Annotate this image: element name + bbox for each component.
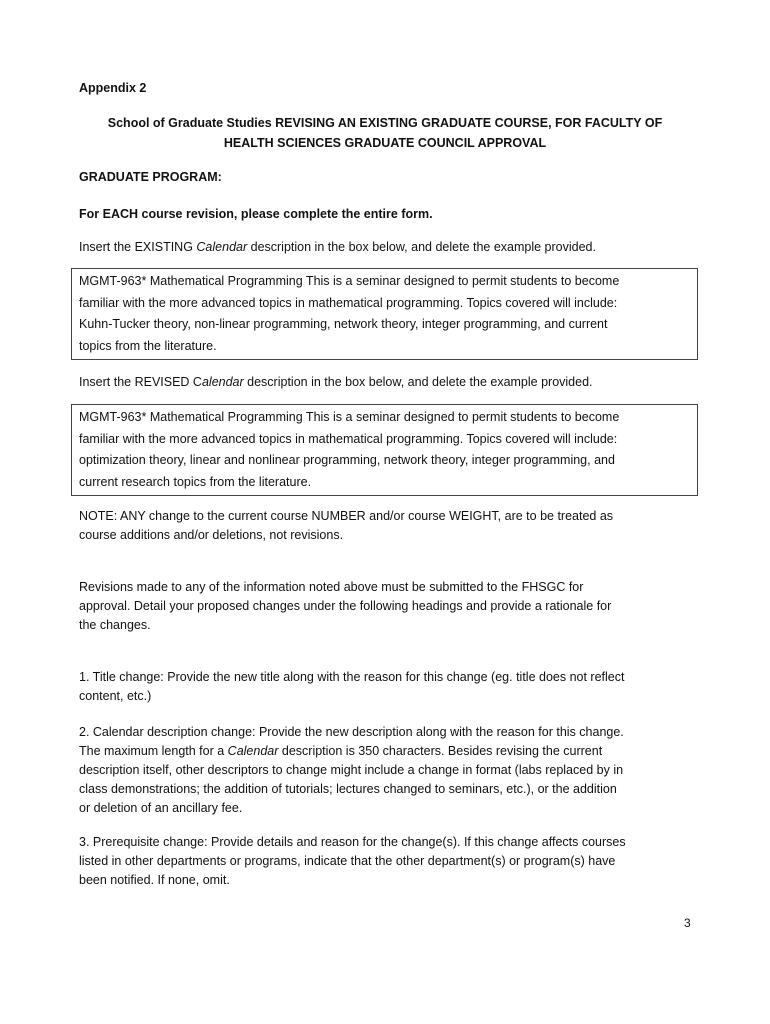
existing-description-box[interactable] [71, 268, 698, 360]
revised-description-prompt [79, 373, 593, 392]
item2-line2-post: description is 350 characters. Besides revising the current [278, 744, 603, 758]
note-paragraph [79, 507, 613, 545]
note-line: course additions and/or deletions, not revisions. [79, 528, 344, 542]
revisions-paragraph [79, 578, 611, 635]
existing-prompt-post: description in the box below, and delete the example provided. [247, 240, 596, 254]
item2-line-5: or deletion of an ancillary fee. [79, 801, 243, 815]
item2-line-2 [79, 742, 624, 761]
item3-line: listed in other departments or programs, indicate that the other department(s) or program(s) have [79, 854, 616, 868]
item2-line-1: 2. Calendar description change: Provide the new description along with the reason for this change. [79, 725, 624, 739]
revisions-line: Revisions made to any of the information noted above must be submitted to the FHSGC for [79, 580, 584, 594]
item2-line2-pre: The maximum length for a [79, 744, 228, 758]
page-number: 3 [684, 916, 691, 930]
existing-box-line: Kuhn-Tucker theory, non-linear programming, network theory, integer programming, and current [79, 317, 608, 331]
item3-line: been notified. If none, omit. [79, 873, 230, 887]
prerequisite-change-item [79, 833, 626, 890]
revised-prompt-post: description in the box below, and delete the example provided. [243, 375, 593, 389]
revised-prompt-pre: Insert the REVISED C [79, 375, 202, 389]
form-title-line-2: HEALTH SCIENCES GRADUATE COUNCIL APPROVAL [223, 136, 547, 150]
item2-line-4: class demonstrations; the addition of tutorials; lectures changed to seminars, etc.), or the addition [79, 782, 617, 796]
existing-prompt-pre: Insert the EXISTING [79, 240, 197, 254]
item1-line: content, etc.) [79, 689, 152, 703]
title-change-item [79, 668, 624, 706]
revised-box-line: current research topics from the literature. [79, 474, 312, 489]
existing-box-line: topics from the literature. [79, 338, 217, 353]
item2-line2-italic: Calendar [227, 744, 279, 758]
item2-line-3: description itself, other descriptors to change might include a change in format (labs replaced by in [79, 763, 624, 777]
item1-line: 1. Title change: Provide the new title along with the reason for this change (eg. title does not reflect [79, 670, 625, 684]
revised-box-line: familiar with the more advanced topics in mathematical programming. Topics covered will include: [79, 431, 618, 446]
calendar-description-change-item [79, 723, 624, 818]
revised-box-line: MGMT-963* Mathematical Programming This is a seminar designed to permit students to become [79, 410, 620, 424]
item3-line: 3. Prerequisite change: Provide details and reason for the change(s). If this change affects courses [79, 835, 626, 849]
graduate-program-label: GRADUATE PROGRAM: [79, 170, 222, 184]
existing-box-line: MGMT-963* Mathematical Programming This is a seminar designed to permit students to become [79, 274, 620, 288]
form-title-line-1: School of Graduate Studies REVISING AN EXISTING GRADUATE COURSE, FOR FACULTY OF [107, 116, 663, 130]
existing-description-prompt [79, 238, 596, 257]
existing-box-line: familiar with the more advanced topics in mathematical programming. Topics covered will include: [79, 295, 618, 310]
revisions-line: approval. Detail your proposed changes under the following headings and provide a rationale for [79, 599, 612, 613]
revisions-line: the changes. [79, 618, 151, 632]
appendix-label: Appendix 2 [79, 81, 147, 95]
revised-box-line: optimization theory, linear and nonlinear programming, network theory, integer programming, and [79, 453, 615, 467]
complete-form-instruction: For EACH course revision, please complete the entire form. [79, 207, 433, 221]
existing-prompt-italic: Calendar [196, 240, 248, 254]
note-line: NOTE: ANY change to the current course NUMBER and/or course WEIGHT, are to be treated as [79, 509, 614, 523]
revised-prompt-italic: alendar [201, 375, 244, 389]
revised-description-box[interactable] [71, 404, 698, 496]
